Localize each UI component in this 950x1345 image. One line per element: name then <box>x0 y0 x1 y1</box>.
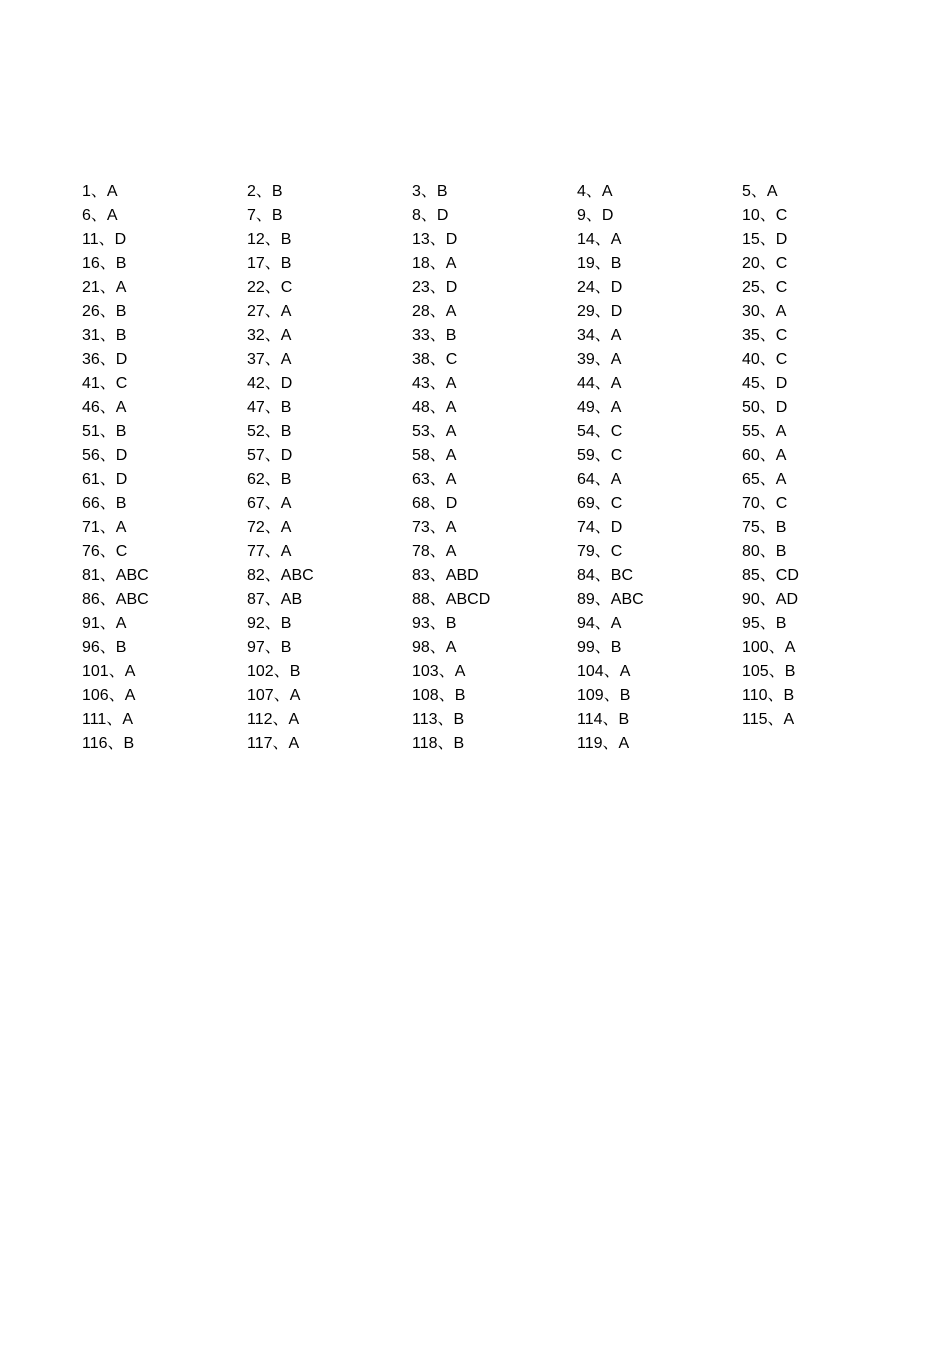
answer-item: 37、A <box>247 351 292 368</box>
answer-item: 18、A <box>412 255 457 272</box>
answer-item: 47、B <box>247 399 292 416</box>
answer-item: 48、A <box>412 399 457 416</box>
answer-item: 63、A <box>412 471 457 488</box>
answer-item: 65、A <box>742 471 787 488</box>
answer-item: 20、C <box>742 255 788 272</box>
answer-item: 89、ABC <box>577 591 644 608</box>
answer-key-grid <box>82 180 912 756</box>
answer-item: 5、A <box>742 183 778 200</box>
answer-item: 97、B <box>247 639 292 656</box>
answer-item: 45、D <box>742 375 788 392</box>
answer-item: 90、AD <box>742 591 799 608</box>
answer-item: 118、B <box>412 735 465 752</box>
answer-item: 17、B <box>247 255 292 272</box>
answer-item: 62、B <box>247 471 292 488</box>
answer-item: 78、A <box>412 543 457 560</box>
answer-item: 86、ABC <box>82 591 149 608</box>
answer-item: 49、A <box>577 399 622 416</box>
answer-item: 53、A <box>412 423 457 440</box>
answer-item: 79、C <box>577 543 623 560</box>
answer-item: 30、A <box>742 303 787 320</box>
answer-item: 24、D <box>577 279 623 296</box>
answer-item: 80、B <box>742 543 787 560</box>
answer-item: 101、A <box>82 663 136 680</box>
answer-item: 39、A <box>577 351 622 368</box>
answer-item: 50、D <box>742 399 788 416</box>
answer-item: 44、A <box>577 375 622 392</box>
answer-item: 111、A <box>82 711 133 728</box>
answer-item: 116、B <box>82 735 135 752</box>
answer-item: 40、C <box>742 351 788 368</box>
answer-item: 81、ABC <box>82 567 149 584</box>
answer-item: 107、A <box>247 687 301 704</box>
answer-item: 34、A <box>577 327 622 344</box>
answer-item: 2、B <box>247 183 283 200</box>
answer-item: 61、D <box>82 471 128 488</box>
answer-item: 114、B <box>577 711 630 728</box>
answer-item: 76、C <box>82 543 128 560</box>
answer-item: 58、A <box>412 447 457 464</box>
answer-item: 6、A <box>82 207 118 224</box>
answer-item: 36、D <box>82 351 128 368</box>
answer-item: 29、D <box>577 303 623 320</box>
answer-item: 110、B <box>742 687 795 704</box>
answer-item: 96、B <box>82 639 127 656</box>
answer-item: 52、B <box>247 423 292 440</box>
answer-item: 103、A <box>412 663 466 680</box>
answer-item: 42、D <box>247 375 293 392</box>
answer-item: 84、BC <box>577 567 634 584</box>
answer-item: 14、A <box>577 231 622 248</box>
answer-item: 43、A <box>412 375 457 392</box>
answer-item: 105、B <box>742 663 796 680</box>
answer-item: 23、D <box>412 279 458 296</box>
answer-item: 71、A <box>82 519 127 536</box>
answer-item: 35、C <box>742 327 788 344</box>
answer-item: 102、B <box>247 663 301 680</box>
answer-item: 21、A <box>82 279 127 296</box>
answer-item: 32、A <box>247 327 292 344</box>
answer-item: 64、A <box>577 471 622 488</box>
answer-item: 7、B <box>247 207 283 224</box>
answer-item: 15、D <box>742 231 788 248</box>
answer-item: 11、D <box>82 231 127 248</box>
answer-item: 106、A <box>82 687 136 704</box>
answer-item: 28、A <box>412 303 457 320</box>
answer-item: 33、B <box>412 327 457 344</box>
answer-item: 26、B <box>82 303 127 320</box>
answer-item: 113、B <box>412 711 465 728</box>
answer-item: 109、B <box>577 687 631 704</box>
answer-item: 92、B <box>247 615 292 632</box>
answer-item: 104、A <box>577 663 631 680</box>
answer-item: 75、B <box>742 519 787 536</box>
answer-item: 68、D <box>412 495 458 512</box>
answer-item: 31、B <box>82 327 127 344</box>
answer-item: 98、A <box>412 639 457 656</box>
answer-item: 108、B <box>412 687 466 704</box>
answer-item: 59、C <box>577 447 623 464</box>
answer-item: 25、C <box>742 279 788 296</box>
answer-item: 74、D <box>577 519 623 536</box>
answer-item: 72、A <box>247 519 292 536</box>
answer-item: 95、B <box>742 615 787 632</box>
answer-item: 55、A <box>742 423 787 440</box>
answer-item: 27、A <box>247 303 292 320</box>
answer-item: 119、A <box>577 735 630 752</box>
answer-item: 1、A <box>82 183 118 200</box>
answer-item: 88、ABCD <box>412 591 491 608</box>
answer-item: 66、B <box>82 495 127 512</box>
answer-item: 38、C <box>412 351 458 368</box>
answer-item: 82、ABC <box>247 567 314 584</box>
answer-item: 56、D <box>82 447 128 464</box>
answer-item: 94、A <box>577 615 622 632</box>
answer-item: 41、C <box>82 375 128 392</box>
answer-item: 67、A <box>247 495 292 512</box>
answer-item: 69、C <box>577 495 623 512</box>
answer-item: 12、B <box>247 231 292 248</box>
answer-item: 117、A <box>247 735 300 752</box>
answer-item: 13、D <box>412 231 458 248</box>
answer-item: 85、CD <box>742 567 799 584</box>
answer-item: 77、A <box>247 543 292 560</box>
answer-item: 9、D <box>577 207 614 224</box>
answer-item: 60、A <box>742 447 787 464</box>
answer-item: 19、B <box>577 255 622 272</box>
answer-item: 99、B <box>577 639 622 656</box>
answer-item: 46、A <box>82 399 127 416</box>
answer-item: 73、A <box>412 519 457 536</box>
answer-item: 22、C <box>247 279 293 296</box>
answer-item: 54、C <box>577 423 623 440</box>
answer-item: 115、A <box>742 711 795 728</box>
answer-item: 8、D <box>412 207 449 224</box>
answer-item: 87、AB <box>247 591 303 608</box>
answer-item: 16、B <box>82 255 127 272</box>
answer-item: 93、B <box>412 615 457 632</box>
answer-item: 57、D <box>247 447 293 464</box>
answer-item: 91、A <box>82 615 127 632</box>
answer-item: 51、B <box>82 423 127 440</box>
answer-item: 3、B <box>412 183 448 200</box>
answer-item: 70、C <box>742 495 788 512</box>
answer-item: 83、ABD <box>412 567 479 584</box>
answer-item: 10、C <box>742 207 788 224</box>
answer-item: 112、A <box>247 711 300 728</box>
answer-item: 100、A <box>742 639 796 656</box>
answer-item: 4、A <box>577 183 613 200</box>
